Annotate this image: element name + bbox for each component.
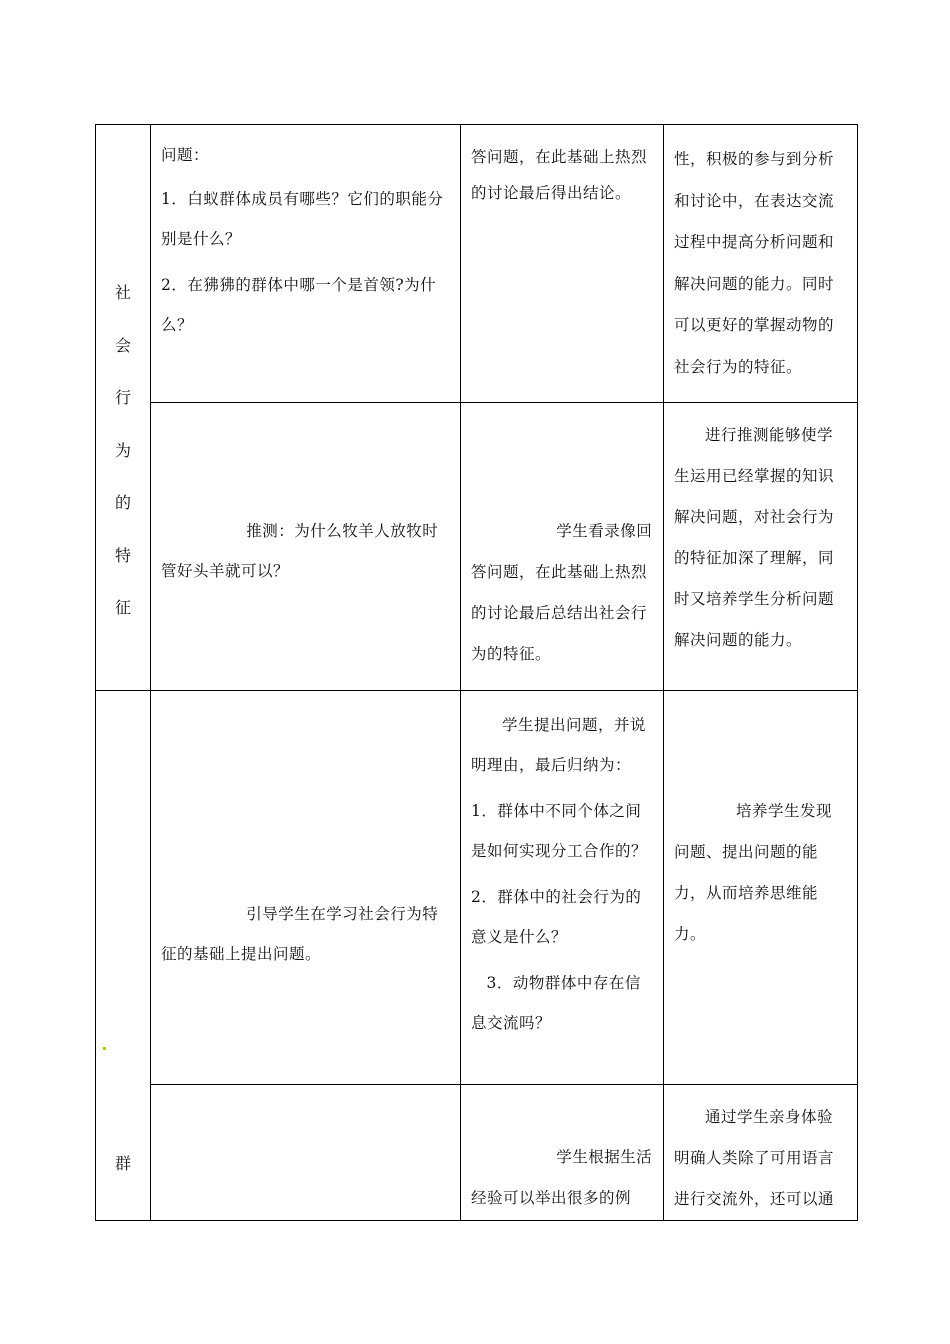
label-char: 行 — [114, 388, 131, 407]
section-label-group — [96, 691, 150, 1191]
label-char: 社 — [114, 283, 131, 302]
teacher-activity-cell — [151, 403, 461, 691]
label-char: 特 — [114, 545, 131, 565]
table-row — [96, 691, 858, 1085]
teacher-activity-text: 引导学生在学习社会行为特征的基础上提出问题。 — [161, 905, 439, 963]
design-goal-text: 性，积极的参与到分析和讨论中，在表达交流过程中提高分析问题和解决问题的能力。同时可以更好的掌握动物的社会行为的特征。 — [674, 150, 835, 376]
student-activity-cell — [461, 403, 664, 691]
table-row — [96, 403, 858, 691]
design-goal-text: 培养学生发现问题、提出问题的能力，从而培养思维能力。 — [674, 802, 833, 943]
label-char: 群 — [114, 1154, 131, 1173]
lesson-plan-table — [95, 124, 858, 1221]
question-item: 2．群体中的社会行为的意义是什么？ — [471, 888, 642, 946]
question-heading: 问题： — [161, 146, 210, 164]
teacher-activity-cell — [151, 691, 461, 1085]
section-label-cell — [96, 691, 151, 1221]
design-goal-cell — [664, 125, 858, 403]
label-char: 的 — [114, 493, 131, 512]
label-char: 征 — [114, 598, 131, 617]
student-activity-cell — [461, 125, 664, 403]
student-activity-text: 答问题，在此基础上热烈的讨论最后得出结论。 — [471, 148, 648, 202]
design-goal-cell — [664, 691, 858, 1085]
design-goal-text: 通过学生亲身体验明确人类除了可用语言进行交流外，还可以通 — [674, 1108, 835, 1208]
student-activity-text: 学生根据生活经验可以举出很多的例 — [471, 1148, 653, 1207]
question-item: 3．动物群体中存在信息交流吗？ — [471, 974, 641, 1032]
question-item: 1．群体中不同个体之间是如何实现分工合作的？ — [471, 802, 648, 860]
student-activity-cell — [461, 691, 664, 1085]
table-row — [96, 1085, 858, 1221]
teacher-activity-text: 推测：为什么牧羊人放牧时管好头羊就可以？ — [161, 522, 439, 580]
question-item: 1．白蚁群体成员有哪些？它们的职能分别是什么？ — [161, 190, 444, 248]
section-label-social-behavior — [96, 125, 150, 635]
teacher-activity-cell — [151, 1085, 461, 1221]
label-char: 会 — [114, 335, 131, 355]
design-goal-cell — [664, 403, 858, 691]
table-row — [96, 125, 858, 403]
student-activity-text: 学生看录像回答问题，在此基础上热烈的讨论最后总结出社会行为的特征。 — [471, 522, 653, 663]
student-activity-cell — [461, 1085, 664, 1221]
section-label-cell — [96, 125, 151, 691]
marker-dot — [103, 1047, 106, 1050]
label-char: 为 — [114, 440, 131, 460]
question-item: 2．在狒狒的群体中哪一个是首领?为什么？ — [161, 276, 437, 334]
design-goal-cell — [664, 1085, 858, 1221]
student-activity-intro: 学生提出问题，并说明理由，最后归纳为： — [471, 716, 647, 774]
teacher-activity-cell — [151, 125, 461, 403]
design-goal-text: 进行推测能够使学生运用已经掌握的知识解决问题，对社会行为的特征加深了理解，同时又培养学生分析问题解决问题的能力。 — [674, 426, 835, 649]
